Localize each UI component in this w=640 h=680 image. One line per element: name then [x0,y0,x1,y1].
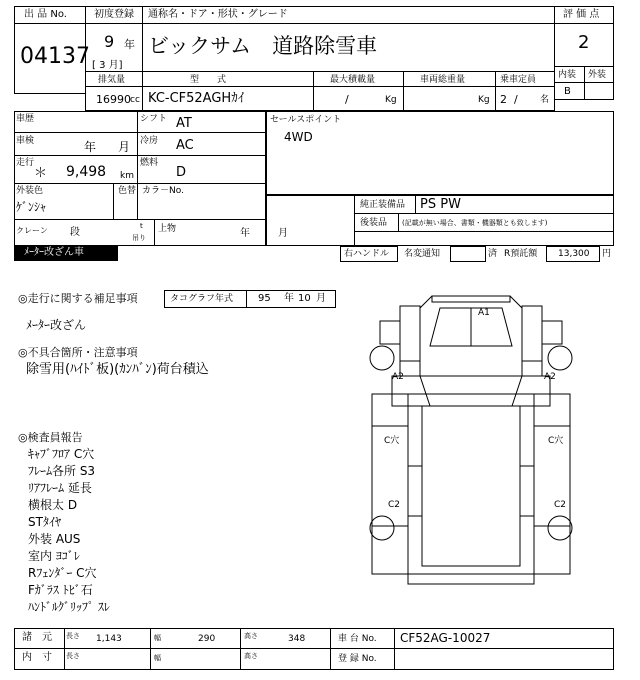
defects-note: 除雪用(ﾊｲﾄﾞ板)(ｶﾝﾊﾞﾝ)荷台積込 [26,362,209,377]
year-unit: 年 [124,38,135,51]
max-load-label: 最大積載量 [330,75,376,85]
recycle-label: R預託額 [504,249,538,259]
sales-points-value: 4WD [284,130,313,144]
mileage-prefix: ＊ [34,166,48,181]
meter-tamper-text: ﾒｰﾀｰ改ざん車 [24,247,84,258]
crane-ton: t [140,222,143,230]
first-reg-year: 9 [104,32,115,51]
front-right-wheel [548,346,572,370]
rear-left-wheel [370,516,394,540]
upper-year: 年 [240,228,250,239]
damage-mark: C2 [554,500,567,510]
shift-value: AT [176,116,192,131]
name-change-box [450,246,486,262]
inspector-list [28,447,110,617]
crane-stage: 段 [70,227,80,238]
tacho-month-unit: 月 [316,293,326,304]
recycle-unit: 円 [602,249,612,259]
tacho-month: 10 [298,293,311,304]
crane-label: クレーン [16,226,48,235]
interior-grade: B [564,86,571,97]
aircon-value: AC [176,138,194,153]
height-value: 348 [288,634,306,644]
upper-label: 上物 [158,224,177,234]
height-label-inner: 高さ [244,652,258,660]
damage-mark: A1 [478,308,490,318]
tacho-year-unit: 年 [284,293,294,304]
driving-heading: ◎走行に関する補足事項 [18,292,138,305]
list-item: ﾊﾝﾄﾞﾙｸﾞﾘｯﾌﾟ ｽﾚ [28,600,110,614]
width-label-inner: 幅 [154,654,161,662]
kg-unit-2: Kg [478,95,490,105]
cargo-bed [408,394,534,574]
capacity-value: 2 [500,93,507,106]
shift-label: シフト [140,114,168,124]
width-label: 幅 [154,634,161,642]
fuel-value: D [176,165,187,180]
interior-label: 内装 [558,70,577,80]
color-no-label: 色替 [118,186,137,196]
first-reg-month: [ 3 月] [92,60,123,71]
defects-heading: ◎不具合箇所・注意事項 [18,346,138,359]
aftermarket-note: (記載が無い場合、書類・機器類とも致します) [402,219,548,227]
cc-unit: cc [130,95,140,105]
length-label: 長さ [66,632,80,640]
crane-hang: 吊り [132,234,146,242]
inspection-label: 車検 [16,136,35,146]
dims-label: 諸 元 [22,632,52,643]
tachograph-label: タコグラフ年式 [170,294,234,304]
max-load-sep: / [345,93,349,106]
length-value: 1,143 [96,634,122,644]
mileage-label: 走行 [16,158,35,168]
inspection-month: 月 [118,140,131,154]
lot-label: 出 品 No. [24,9,67,20]
chassis-number: CF52AG-10027 [400,631,491,645]
exterior-label: 外装 [588,70,607,80]
first-reg-label: 初度登録 [94,9,134,20]
aftermarket-label: 後装品 [360,218,388,228]
sales-points-label: セールスポイント [270,115,342,125]
registration-label: 登 録 No. [338,654,377,664]
list-item: STﾀｲﾔ [28,515,61,529]
damage-mark: A2 [392,372,404,382]
recycle-amount: 13,300 [558,249,590,259]
displacement-value: 16990 [96,93,131,106]
list-item: 横根太 D [28,498,78,512]
mileage-value: 9,498 [66,164,107,180]
capacity-unit: 名 [540,95,550,105]
equipment-value: PS PW [420,197,461,212]
chassis-label: 車 台 No. [338,634,377,644]
kg-unit-1: Kg [385,95,397,105]
car-name: ビックサム 道路除雪車 [148,34,378,58]
history-label: 車歴 [16,114,35,124]
gvw-label: 車両総重量 [420,75,466,85]
fuel-label: 燃料 [140,158,159,168]
capacity-sep: / [514,93,518,106]
inspector-heading: ◎検査員報告 [18,431,83,444]
damage-mark: A2 [544,372,556,382]
list-item: 外装 AUS [28,532,81,546]
list-item: Rﾌｪﾝﾀﾞｰ C穴 [28,566,97,580]
lot-number: 04137 [20,44,90,69]
mileage-unit: km [120,171,134,181]
list-item: ﾘｱﾌﾚｰﾑ 延長 [28,481,92,495]
list-item: 室内 ﾖｺﾞﾚ [28,549,80,563]
capacity-label: 乗車定員 [500,75,537,85]
rear-bumper [408,574,534,584]
aircon-label: 冷房 [140,136,159,146]
list-item: Fｶﾞﾗｽ ﾄﾋﾞ石 [28,583,93,597]
recycle-prefix: 済 [488,249,498,259]
tacho-year: 95 [258,293,271,304]
steering-value: 右ハンドル [344,249,390,259]
rating-label: 評 価 点 [563,9,600,20]
model-value: KC-CF52AGHｶｲ [148,91,245,106]
displacement-label: 排気量 [98,75,126,85]
ext-color-label: 外装色 [16,186,44,196]
height-label: 高さ [244,632,258,640]
inner-label: 内 寸 [22,652,52,663]
driving-note: ﾒｰﾀｰ改ざん [26,318,87,332]
width-value: 290 [198,634,216,644]
damage-mark: C2 [388,500,401,510]
upper-month: 月 [278,228,288,239]
front-left-wheel [370,346,394,370]
inspection-year: 年 [84,140,97,154]
rating-value: 2 [578,32,590,53]
damage-mark: C穴 [548,436,564,446]
damage-mark: C穴 [384,436,400,446]
color-code-label: カラ－No. [142,186,184,196]
rear-right-wheel [548,516,572,540]
length-label-inner: 長さ [66,652,80,660]
equipment-label: 純正装備品 [360,200,406,210]
ext-color-value: ｹﾞﾝｼｬ [16,200,47,214]
list-item: ｷｬﾌﾞﾌﾛｱ C穴 [28,447,95,461]
model-desc-label: 通称名・ドア・形状・グレード [148,9,288,20]
name-change-label: 名変通知 [404,249,441,259]
list-item: ﾌﾚｰﾑ各所 S3 [28,464,96,478]
model-label: 型 式 [190,75,227,85]
